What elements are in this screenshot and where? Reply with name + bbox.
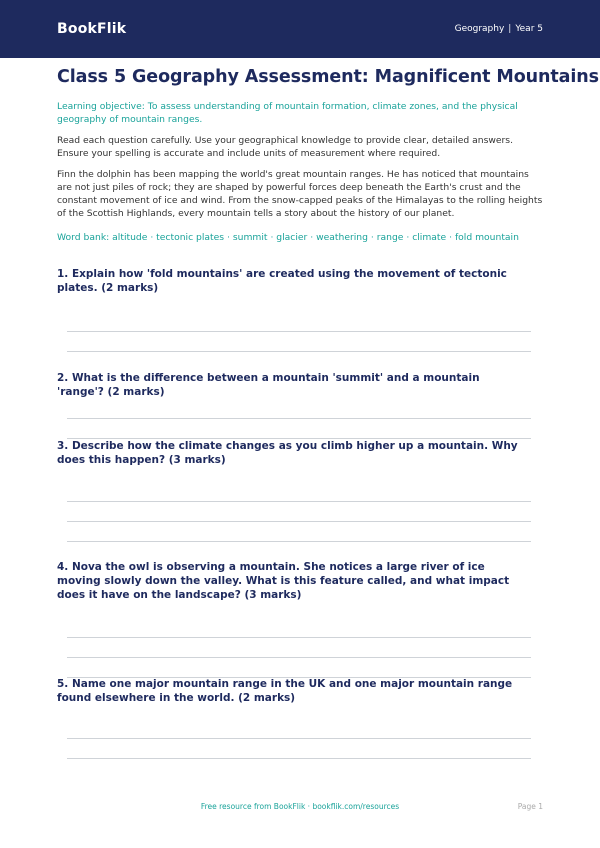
brand-logo[interactable]: BookFlik — [57, 21, 127, 37]
worksheet-intro — [57, 66, 599, 244]
question-5: 5. Name one major mountain range in the UK and one major mountain range found elsewhere in the world. (2 marks) — [57, 678, 513, 704]
resource-link[interactable]: Free resource from BookFlik · bookflik.com/resources — [200, 802, 400, 811]
answer-line-q4-2[interactable] — [67, 657, 531, 658]
instructions: Read each question carefully. Use your geographical knowledge to provide clear, detailed answers. Ensure your spelling is accurate and include units of measurement where required. — [57, 135, 514, 159]
answer-line-q2-1[interactable] — [67, 418, 531, 419]
year-label: Year 5 — [515, 24, 543, 34]
learning-objective: Learning objective: To assess understanding of mountain formation, climate zones, and the physical geography of mountain ranges. — [57, 101, 518, 125]
page-footer — [0, 802, 600, 814]
answer-line-q3-3[interactable] — [67, 541, 531, 542]
answer-line-q5-2[interactable] — [67, 758, 531, 759]
answer-line-q5-1[interactable] — [67, 738, 531, 739]
answer-line-q1-2[interactable] — [67, 351, 531, 352]
answer-line-q3-2[interactable] — [67, 521, 531, 522]
question-3: 3. Describe how the climate changes as you climb higher up a mountain. Why does this happen? (3 marks) — [57, 440, 518, 466]
subject-year — [455, 24, 543, 34]
page-header — [0, 0, 600, 58]
meta-separator: | — [508, 24, 512, 34]
story-paragraph: Finn the dolphin has been mapping the world's great mountain ranges. He has noticed that mountains are not just piles of rock; they are shaped by powerful forces deep beneath the Earth's crust and the constant movement of ice and wind. From the snow-capped peaks of the Himalayas to the rolling heights of the Scottish Highlands, every mountain tells a story about the history of our planet. — [57, 169, 543, 219]
question-1: 1. Explain how 'fold mountains' are created using the movement of tectonic plates. (2 marks) — [57, 268, 507, 294]
word-bank: Word bank: altitude · tectonic plates · summit · glacier · weathering · range · climate · fold mountain — [57, 232, 519, 243]
page-number: Page 1 — [517, 802, 543, 811]
question-2: 2. What is the difference between a mountain 'summit' and a mountain 'range'? (2 marks) — [57, 372, 480, 398]
question-4: 4. Nova the owl is observing a mountain. She notices a large river of ice moving slowly down the valley. What is this feature called, and what impact does it have on the landscape? (3 marks) — [57, 561, 510, 601]
answer-line-q4-1[interactable] — [67, 637, 531, 638]
answer-line-q3-1[interactable] — [67, 501, 531, 502]
page-title: Class 5 Geography Assessment: Magnificent Mountains — [57, 67, 599, 87]
subject-label: Geography — [454, 24, 505, 34]
answer-line-q1-1[interactable] — [67, 331, 531, 332]
